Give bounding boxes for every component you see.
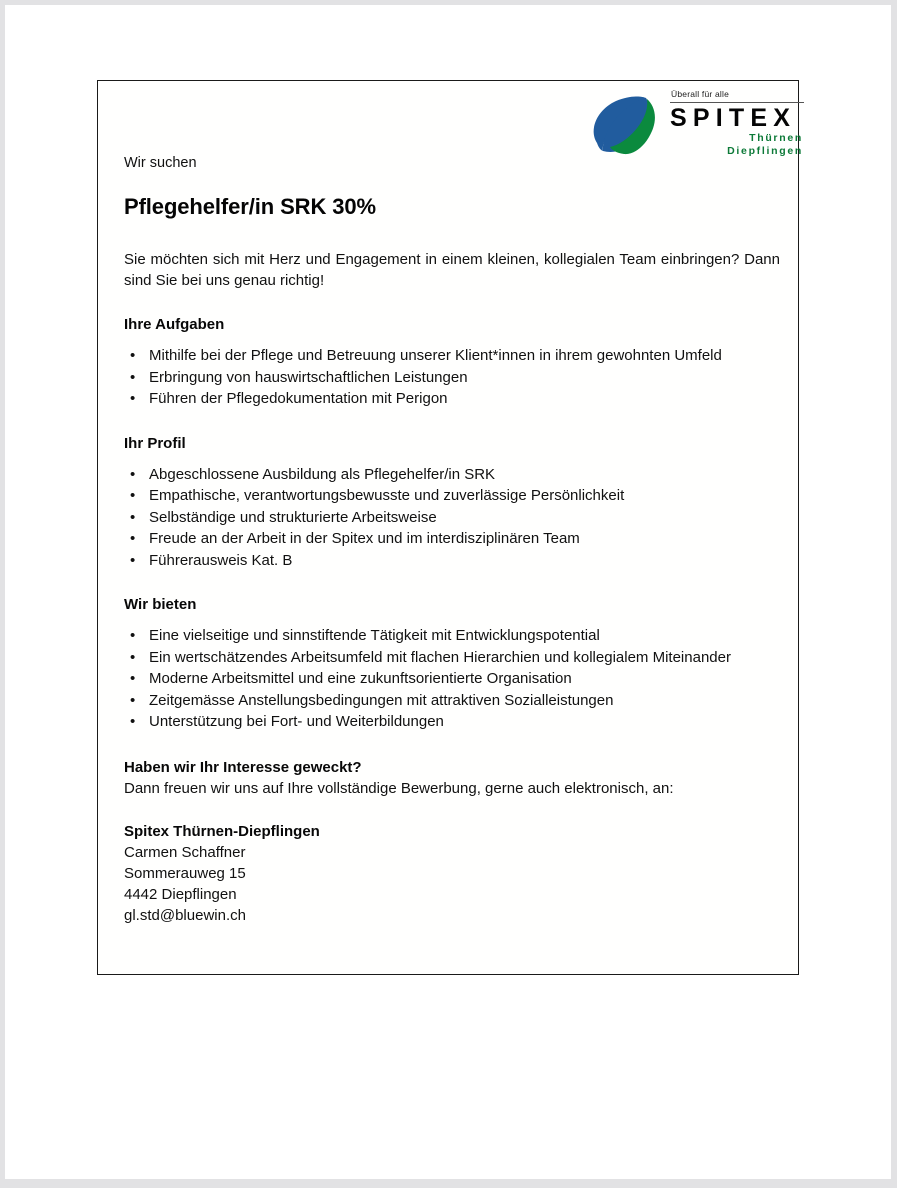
contact-block bbox=[124, 821, 780, 926]
logo-divider bbox=[670, 102, 804, 103]
list-item bbox=[124, 486, 780, 507]
closing-block bbox=[124, 757, 780, 799]
contact-city: 4442 Diepflingen bbox=[124, 885, 237, 903]
bullet-icon: • bbox=[130, 627, 136, 644]
contact-person: Carmen Schaffner bbox=[124, 843, 246, 861]
list-item-text: Zeitgemässe Anstellungsbedingungen mit attraktiven Sozialleistungen bbox=[149, 691, 614, 709]
document-body bbox=[124, 249, 780, 926]
list-item bbox=[124, 626, 780, 647]
list-item bbox=[124, 529, 780, 550]
logo-wordmark: SPITEX bbox=[670, 104, 797, 132]
job-advert-document bbox=[97, 80, 803, 975]
section-heading-wir-bieten: Wir bieten bbox=[124, 596, 197, 613]
list-aufgaben bbox=[124, 346, 780, 410]
list-item bbox=[124, 712, 780, 733]
section-heading-profil: Ihr Profil bbox=[124, 434, 186, 452]
list-item-text: Abgeschlossene Ausbildung als Pflegehelfer/in SRK bbox=[149, 465, 496, 483]
list-item bbox=[124, 648, 780, 669]
list-item bbox=[124, 508, 780, 529]
bullet-icon: • bbox=[130, 551, 136, 569]
bullet-icon: • bbox=[130, 347, 136, 364]
list-item-text: Ein wertschätzendes Arbeitsumfeld mit flachen Hierarchien und kollegialem Miteinander bbox=[149, 648, 731, 666]
list-profil bbox=[124, 465, 780, 572]
bullet-icon: • bbox=[130, 691, 136, 709]
bullet-icon: • bbox=[130, 390, 136, 407]
bullet-icon: • bbox=[130, 713, 136, 730]
bullet-icon: • bbox=[130, 465, 136, 483]
bullet-icon: • bbox=[130, 368, 136, 386]
list-item-text: Unterstützung bei Fort- und Weiterbildungen bbox=[149, 713, 444, 730]
list-item-text: Empathische, verantwortungsbewusste und zuverlässige Persönlichkeit bbox=[149, 487, 625, 504]
list-item-text: Eine vielseitige und sinnstiftende Tätigkeit mit Entwicklungspotential bbox=[149, 627, 600, 644]
list-item-text: Führerausweis Kat. B bbox=[149, 551, 293, 569]
logo-region-line-2: Diepflingen bbox=[727, 145, 803, 157]
list-item-text: Moderne Arbeitsmittel und eine zukunftsorientierte Organisation bbox=[149, 670, 572, 687]
spitex-logo-text bbox=[670, 89, 804, 158]
bullet-icon: • bbox=[130, 670, 136, 687]
contact-email[interactable]: gl.std@bluewin.ch bbox=[124, 906, 246, 924]
list-item-text: Mithilfe bei der Pflege und Betreuung unserer Klient*innen in ihrem gewohnten Umfeld bbox=[149, 347, 722, 364]
list-item bbox=[124, 669, 780, 690]
list-item-text: Freude an der Arbeit in der Spitex und im interdisziplinären Team bbox=[149, 530, 580, 547]
list-item bbox=[124, 346, 780, 367]
list-wir-bieten bbox=[124, 626, 780, 733]
page-canvas bbox=[5, 5, 891, 1179]
spitex-logo bbox=[588, 89, 804, 175]
section-heading-aufgaben: Ihre Aufgaben bbox=[124, 316, 225, 333]
closing-answer: Dann freuen wir uns auf Ihre vollständige Bewerbung, gerne auch elektronisch, an: bbox=[124, 779, 674, 797]
list-item bbox=[124, 551, 780, 572]
contact-street: Sommerauweg 15 bbox=[124, 864, 246, 882]
bullet-icon: • bbox=[130, 648, 136, 666]
list-item bbox=[124, 389, 780, 410]
list-item bbox=[124, 368, 780, 389]
logo-region-line-1: Thürnen bbox=[749, 132, 803, 144]
page-title: Pflegehelfer/in SRK 30% bbox=[124, 194, 377, 219]
list-item-text: Erbringung von hauswirtschaftlichen Leistungen bbox=[149, 368, 468, 386]
bullet-icon: • bbox=[130, 530, 136, 547]
spitex-leaf-logo-icon bbox=[588, 95, 658, 157]
closing-question: Haben wir Ihr Interesse geweckt? bbox=[124, 758, 362, 776]
kicker-text: Wir suchen bbox=[124, 155, 197, 171]
logo-tagline: Überall für alle bbox=[671, 89, 730, 99]
intro-paragraph: Sie möchten sich mit Herz und Engagement in einem kleinen, kollegialen Team einbringen? Dann sind Sie bei uns genau richtig! bbox=[124, 251, 780, 289]
contact-organisation: Spitex Thürnen-Diepflingen bbox=[124, 822, 320, 840]
list-item bbox=[124, 691, 780, 712]
list-item bbox=[124, 465, 780, 486]
bullet-icon: • bbox=[130, 487, 136, 504]
list-item-text: Selbständige und strukturierte Arbeitsweise bbox=[149, 508, 437, 526]
bullet-icon: • bbox=[130, 508, 136, 526]
list-item-text: Führen der Pflegedokumentation mit Perigon bbox=[149, 390, 448, 407]
